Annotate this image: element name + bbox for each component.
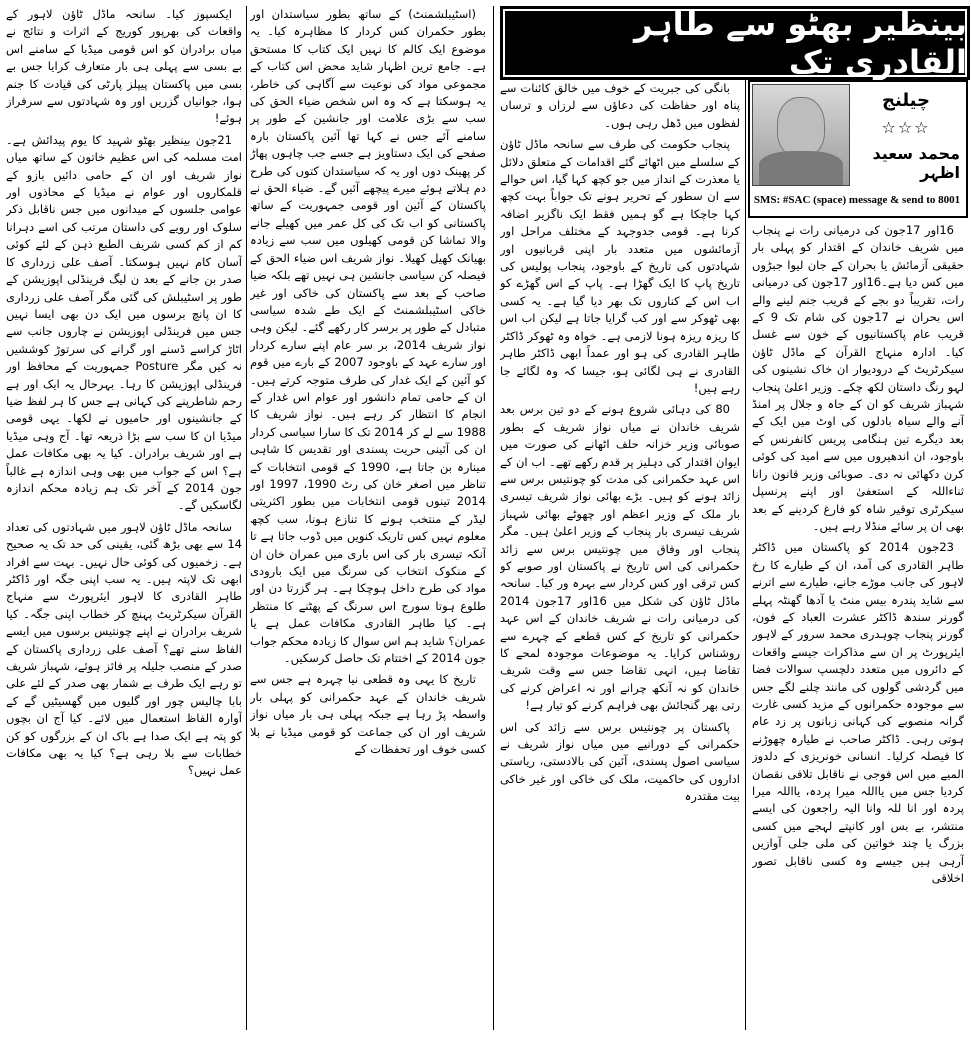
byline-text — [852, 86, 960, 186]
headline: بینظیر بھٹو سے طاہر القادری تک — [634, 5, 967, 81]
paragraph: تاریخ کا یہی وہ قطعی نیا چہرہ ہے جس سے شریف خاندان کے عہد حکمرانی کو پہلی بار واسطہ پڑ رہا ہے جبکہ پہلی ہی بار میاں نواز شریف اور ان کی جماعت کو قومی میڈیا نے بلا کسی خوف اور تحفظات کے — [250, 672, 486, 757]
article-column-2 — [500, 80, 740, 1030]
author-photo-shoulders — [759, 151, 843, 185]
paragraph: ایکسپوز کیا۔ سانحہ ماڈل ٹاؤن لاہور کے واقعات کی بھرپور کوریج کے اثرات و نتائج نے میاں برادران کو اس قومی میڈیا کے سامنے اس بے بسی سے پہلی ہی بار متعارف کرایا جس بے بسی میں پاکستان پیپلز پارٹی کی قیادت کا جنم ہوا، جوانیاں گزریں اور وہ شہادتوں سے سرفراز ہوئے! — [6, 7, 242, 126]
author-photo — [752, 84, 850, 186]
headline-banner — [500, 6, 970, 80]
paragraph: سانحہ ماڈل ٹاؤن لاہور میں شہادتوں کی تعداد 14 سے بھی بڑھ گئی، یقینی کی حد تک یہ صحیح ہے۔ زخمیوں کی کوئی حال نہیں۔ بہت سے افراد ابھی تک لاپتہ ہیں۔ یہ سب اپنی جگہ اور ڈاکٹر طاہر القادری کا لاہور ایئرپورٹ سے منہاج القرآن سیکرٹریٹ پہنچ کر خطاب اپنی جگہ۔ کیا شریف برادران نے اپنے چونتیس برسوں میں ایسے الفاظ سنے تھے؟ آصف علی زرداری پاکستان کے صدر کے منصب جلیلہ پر فائز ہوئے، شہباز شریف تو رہے ایک طرف بے شمار بھی صدر کے لئے علی بابا چالیس چور اور گلیوں میں گھسیٹیں گے کے آوارہ الفاظ استعمال میں لائے۔ کیا آج ان بچوں کو پتہ ہے ایک صدا ہے باک ان کے بزرگوں کو کن خطابات سے بلا رہی ہے؟ کیا یہ بھی مکافات عمل نہیں؟ — [6, 519, 242, 778]
paragraph: 80 کی دہائی شروع ہونے کے دو تین برس بعد شریف خاندان نے میاں نواز شریف کے بطور صوبائی وزیر خزانہ حلف اٹھانے کی صورت میں ایوان اقتدار کی دہلیز پر قدم رکھے تھے۔ اب ان کے اس عہد حکمرانی کی مدت کو چونتیس برس سے زائد ہونے کو ہیں۔ بڑے بھائی نواز شریف تیسری بار ملک کے وزیر اعظم اور چھوٹے بھائی شہباز شریف تیسری بار پنجاب کے وزیر اعلیٰ ہیں۔ مگر پنجاب اور وفاق میں چونتیس برس سے زائد حکمرانی کی اس تاریخ نے پاکستان اور صوبے کو کس ترقی اور کس کردار سے بہرہ ور کیا۔ سانحہ ماڈل ٹاؤن کی شکل میں 16اور 17جون 2014 کی درمیانی رات نے شریف خاندان کے اس عہد حکمرانی کو تاریخ کے کس قطعے کے چہرے سے روشناس کرایا۔ یہ موضوعات موجودہ لمحے کا تقاضا ہیں، انہی تقاضا جس سے وقت شریف خاندان کو نہ آنکھ چرانے اور نہ اعراض کرنے کی رتی بھر گنجائش بھی فراہم کرنے کو تیار ہے! — [500, 402, 740, 713]
column-divider — [745, 80, 746, 1030]
paragraph: (اسٹیبلشمنٹ) کے ساتھ بطور سیاستدان اور بطور حکمران کس کردار کا مظاہرہ کیا۔ یہ موضوع ایک کالم کا نہیں ایک کتاب کا مستحق ہے۔ جامع ترین اظہار شاید محض اس کتاب کے مجموعی مواد کی نوعیت سے آگاہی کی خاطر، یہ ہوسکتا ہے کہ وہ اس شخص ضیاء الحق کی سب سے بڑی علامت اور جانشین کے طور پر سامنے آئے جس نے کہا تھا آئین پاکستان بارہ صفحے کی ایک دستاویز ہے جسے جب چاہوں پھاڑ کر پھینک دوں اور یہ کہ سیاستدان کتوں کی طرح دم ہلاتے ہوئے میرے پیچھے آئیں گے۔ ضیاء الحق نے پاکستان کے آئین اور قومی جمہوریت کے ساتھ پاکستانی کو اب تک کی کل عمر میں کھیلے جانے والا تماشا کن قومی کھیلوں میں سب سے زیادہ بھیانک کھیل کھیلا۔ نواز شریف اس ضیاء الحق کے فیصلہ کن سیاسی جانشین ہی نہیں تھے بلکہ ضیا صاحب کے بعد سے پاکستان کی خاکی اور غیر خاکی اسٹیبلشمنٹ کے ایک طے شدہ سیاسی متبادل کے طور پر برسر کار رکھے گئے۔ لیکن وہی نواز شریف 2014، بر سر عام اپنے سارے کردار اور سارے عہد کے باوجود 2007 کے بارے میں قوم کو آئین کے ایک غدار کی طرف متوجہ کرتے ہیں۔ ان کے حامی تمام دانشور اور عوام اس غدار کے انجام کا انتظار کر رہے ہیں۔ نواز شریف کا 1988 سے لے کر 2014 تک کا سارا سیاسی کردار ان کی آئینی حریت پسندی اور تقدیس کا شاہی مینارہ بن جاتا ہے، 1990 کے قومی انتخابات کے تناظر میں اصغر خان کی رٹ 1990، 1997 اور 2014 تینوں قومی انتخابات میں بطور اکثریتی لیڈر کے منتخب ہونے کا تنازع ہونا، سب کچھ معلوم نہیں کس تاریک کنویں میں ڈوب جاتا ہے تا آنکہ تیسری بار کی اس باری میں عمران خان ان کے منکوک انتخاب کی سرنگ میں ایک بارودی مواد کی طرح داخل ہوچکا ہے۔ ہر گزرتا دن اور طلوع ہوتا سورج اس سرنگ کے پھٹنے کا منتظر ہے۔ کیا طاہر القادری مکافات عمل ہے یا عمران؟ شاید ہم اس سوال کا زیادہ محکم جواب جون 2014 کے اختتام تک حاصل کرسکیں۔ — [250, 7, 486, 666]
paragraph: بانگی کی جبریت کے خوف میں خالق کائنات سے پناہ اور حفاظت کی دعاؤں سے لرزاں و ترساں لفظوں میں ڈھل رہی ہوں۔ — [500, 81, 740, 130]
column-divider — [246, 6, 247, 1030]
sms-line: SMS: #SAC (space) message & send to 8001 — [753, 194, 961, 206]
author-name: محمد سعید اظہر — [872, 144, 960, 183]
article-column-3 — [250, 6, 486, 1030]
paragraph: پنجاب حکومت کی طرف سے سانحہ ماڈل ٹاؤن کے سلسلے میں اٹھائے گئے اقدامات کے متعلق دلائل یا معذرت کے انداز میں جو کچھ کہا گیا، اس حوالے سے ان سطور کے تحریر ہونے تک جواباً بہت کچھ کہا جاچکا ہے گو ہمیں فقط ایک ناگزیر اضافہ کرنا ہے۔ قومی جدوجہد کے مختلف مراحل اور آزمائشوں میں متعدد بار اپنی قربانیوں اور شہادتوں کی تاریخ کے باوجود، پنجاب پولیس کی تاریخ پاپ کا ایک گھڑا ہے۔ پاپ کے اس گھڑے کو اب اس کے کناروں تک بھر دیا گیا ہے۔ یہ کسی بھی ٹھوکر سے اور کب گرایا جاتا ہے لیکن اب اس کا ریزہ ریزہ ہونا لازمی ہے۔ خواہ وہ ٹھوکر ڈاکٹر طاہر القادری کی ہو اور عمداً ابھی ڈاکٹر طاہر القادری نے ہی لگائی ہو، جیسا کہ وہ لگائے جا رہے ہیں! — [500, 137, 740, 395]
paragraph: 23جون 2014 کو پاکستان میں ڈاکٹر طاہر القادری کی آمد، ان کے طیارے کا رخ لاہور کی جانب موڑے جانے، طیارے سے اترنے سے شاید پندرہ بیس منٹ یا آدھا گھنٹہ پہلے گورنر سندھ ڈاکٹر عشرت العباد کے فون، گورنر پنجاب چوہدری محمد سرور کے لاہور ایئرپورٹ پر ان سے مذاکرات جیسے واقعات کے دائروں میں متعدد دلچسپ سوالات فضا میں گردشی گولوں کی مانند چلنے لگے جس سے موجودہ حکمرانوں کے مزید کسی غارت گرانہ منصوبے کی کہانی زبانوں پر زد عام ہوتی رہی۔ ڈاکٹر صاحب نے طیارہ چھوڑنے کا فیصلہ کرلیا۔ انسانی خونریزی کے دلدوز المیے میں اس فوجی نے ناقابل تلافی نقصان کردیا جس میں یااللہ میرا پردہ، یااللہ میرا پردہ اور انا للہ وانا الیہ راجعون کی ایسے منتشر، بے بس اور کانپتے لہجے میں کسی بزرگ یا چند خواتین کی ملی جلی آوازیں آرہی ہیں جیسے وہ کسی ناقابل تصور اخلاقی — [752, 540, 964, 886]
paragraph: پاکستان پر چونتیس برس سے زائد کی اس حکمرانی کے دورانیے میں میاں نواز شریف نے سیاسی اصول پسندی، آئین کی بالادستی، ریاستی اداروں کی حاکمیت، ملک کی خاکی اور غیر خاکی بیت مقتدرہ — [500, 719, 740, 804]
article-column-4 — [6, 6, 242, 1030]
paragraph: 21جون بینظیر بھٹو شہید کا یوم پیدائش ہے۔ امت مسلمہ کی اس عظیم خاتون کے ساتھ میاں نواز شریف اور ان کے حامی دائیں بازو کے قلمکاروں اور عوام نے میڈیا کے محاذوں اور عوامی جلسوں کے میدانوں میں جس ناقابل ذکر سلوک اور رویے کی داستان مرتب کی اسے دہرانا کم از کم کسی شریف الطبع ذہن کے لئے کوئی آسان کام نہیں ہوسکتا۔ آصف علی زرداری کا صدر بن جانے کے بعد ن لیگ فرینڈلی اپوزیشن کے طور پر اسٹیبلش کی گئی مگر آصف علی زرداری کا ان پانچ برسوں میں ایک دن بھی ایسا نہیں جس میں فرینڈلی اپوزیشن نے چاروں جانب سے اٹاڑ کراسے ڈسنے اور گرانے کی سرتوڑ کوششیں نہ کیں مگر Posture جمہوریت کے محافظ اور فرینڈلی اپوزیشن کا رہا۔ بہرحال یہ ایک اور ہے رحم شاطرپنے کی کہانی ہے جس کا ہر لفظ ضیا کے جانشینوں اور حامیوں نے لکھا۔ یہی قومی میڈیا ان کا سب سے بڑا ذریعہ تھا۔ آج وہی میڈیا ہے اور شریف برادران۔ کیا یہ بھی مکافات عمل ہے؟ اس کے جواب میں بھی وہی اندازہ ہے غالباً جون 2014 کے آخر تک ہم زیادہ محکم اندازہ لگاسکیں گے۔ — [6, 132, 242, 513]
column-name: چیلنج — [882, 89, 930, 111]
rating-stars: ☆☆☆ — [881, 117, 931, 137]
column-divider — [493, 6, 494, 1030]
paragraph: 16اور 17جون کی درمیانی رات نے پنجاب میں شریف خاندان کے اقتدار کو پہلی بار حقیقی آزمائش یا بحران کے جان لیوا جبڑوں میں کس دیا ہے۔16اور 17جون کی درمیانی رات، تقریباً دو بجے کے قریب جنم لینے والے اس بحران نے 17جون کی شام تک 9 کے قریب عام پاکستانیوں کے خون سے غسل کیا۔ ادارہ منہاج القرآن کے ماڈل ٹاؤن سیکرٹریٹ کے درودیوار ان خاک نشینوں کی لہو رنگ داستان لکھ چکے۔ وزیر اعلیٰ پنجاب شہباز شریف کو ان کے جاہ و جلال پر امنڈ آنے والے سیاہ بادلوں کی اوٹ میں ایک کے بعد دیگرے تین ہنگامی پریس کانفرنس کے باوجود، ان اندھیروں میں سے امید کی کوئی کرن دکھائی نہ دی۔ صوبائی وزیر قانون رانا ثناءاللہ کے استعفیٰ اور اپنے پرنسپل سیکرٹری توقیر شاہ کو فارغ کردینے کے بعد بھی ان پر سائے منڈلا رہے ہیں۔ — [752, 223, 964, 533]
author-photo-head — [777, 97, 825, 157]
article-column-1 — [752, 222, 964, 1030]
